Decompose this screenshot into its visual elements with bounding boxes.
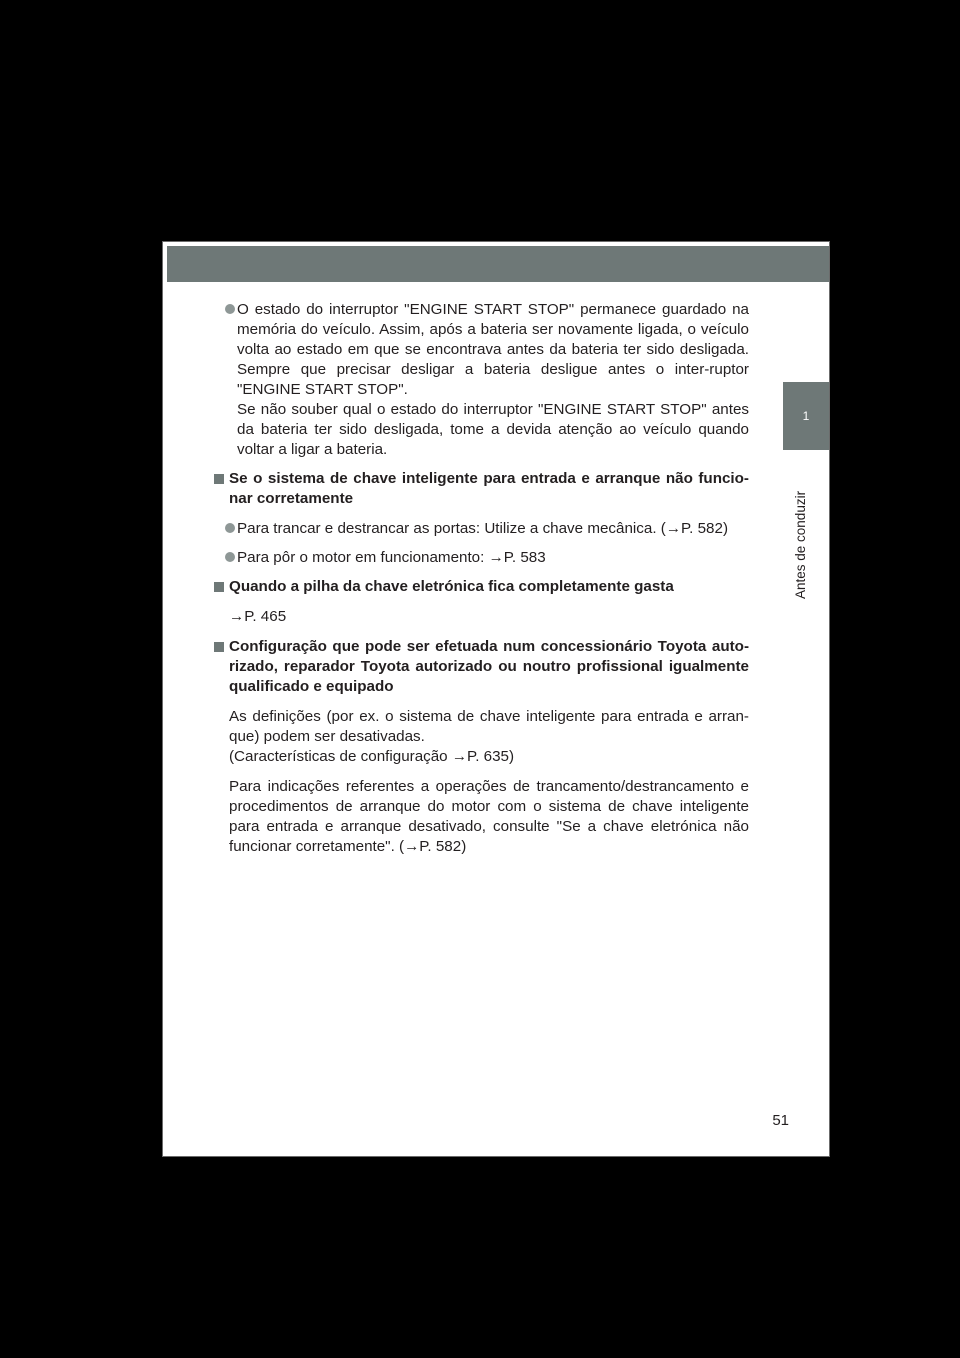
section-paragraph: Para indicações referentes a operações de trancamento/destrancamento e procedimentos de arranque do motor com o sistema de chave inteligente para entrada e arranque desativado, consulte "Se a chave eletrónica não funcionar corretamente". (→P. 582)	[229, 778, 749, 855]
header-band	[167, 246, 829, 282]
chapter-number: 1	[802, 409, 810, 423]
list-item: Para trancar e destrancar as portas: Utilize a chave mecânica. (→P. 582)	[213, 519, 749, 539]
section-paragraph: As definições (por ex. o sistema de chave inteligente para entrada e arran-que) podem ser desativadas. (Características de configuração →P. 635)	[229, 708, 749, 765]
square-bullet-icon	[214, 642, 224, 652]
circle-bullet-icon	[225, 523, 235, 533]
square-bullet-icon	[214, 474, 224, 484]
page-reference: →P. 465	[229, 608, 287, 625]
section-heading: Se o sistema de chave inteligente para entrada e arranque não funcio-nar corretamente	[213, 469, 749, 509]
page-content	[213, 300, 749, 867]
bullet-battery-memory	[213, 300, 749, 460]
manual-page	[162, 241, 830, 1157]
chapter-title: Antes de conduzir	[793, 490, 808, 600]
chapter-tab	[783, 382, 829, 450]
square-bullet-icon	[214, 582, 224, 592]
circle-bullet-icon	[225, 304, 235, 314]
bullet-paragraph: Se não souber qual o estado do interruptor "ENGINE START STOP" antes da bateria ter sido desligada, tome a devida atenção ao veículo quando voltar a ligar a bateria.	[237, 401, 749, 458]
list-item: Para pôr o motor em funcionamento: →P. 583	[213, 548, 749, 568]
page-number: 51	[772, 1112, 789, 1129]
circle-bullet-icon	[225, 552, 235, 562]
section-heading: Configuração que pode ser efetuada num concessionário Toyota auto-rizado, reparador Toyota autorizado ou noutro profissional igualmente qualificado e equipado	[213, 637, 749, 697]
section-heading: Quando a pilha da chave eletrónica fica completamente gasta	[213, 577, 749, 597]
bullet-paragraph: O estado do interruptor "ENGINE START STOP" permanece guardado na memória do veículo. Assim, após a bateria ser novamente ligada, o veículo volta ao estado em que se encontrava antes da bateria ter sido desligada. Sempre que precisar desligar a bateria desligue antes o inter-ruptor "ENGINE START STOP".	[237, 301, 749, 398]
